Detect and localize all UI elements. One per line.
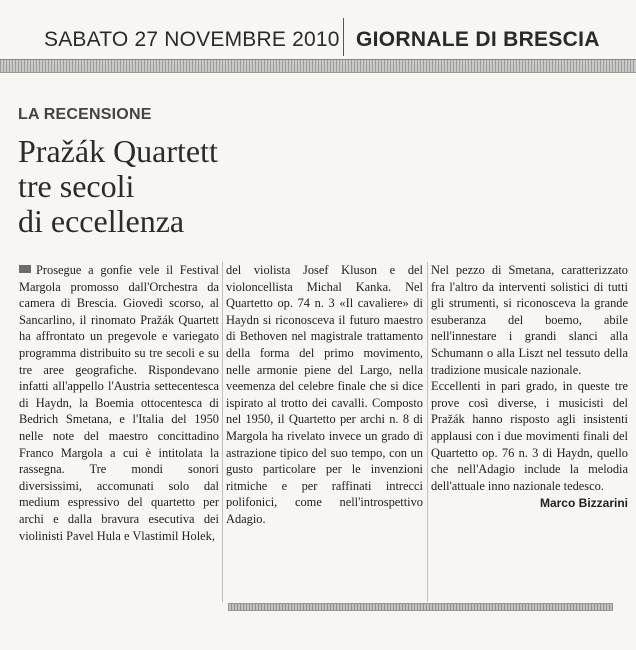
headline-line: Pražák Quartett bbox=[18, 133, 218, 169]
article-bottom-rule bbox=[228, 603, 613, 611]
masthead-rule bbox=[0, 59, 636, 73]
masthead-paper-name: GIORNALE DI BRESCIA bbox=[356, 28, 600, 51]
headline-line: di eccellenza bbox=[18, 203, 185, 239]
masthead-divider bbox=[343, 18, 344, 56]
column-1-text: Prosegue a gonfie vele il Festival Margola promosso dall'Orchestra da camera di Brescia. Giovedì scorso, al Sancarlino, il rinomato Pražák Quartett ha affrontato un pregevole e variegato programma distribuito su tre secoli e su tre aree geografiche. Rispondevano infatti all'appello l'Austria settecentesca di Haydn, la Boemia ottocentesca di Bedrich Smetana, e l'Italia del 1950 nelle note del maestro concittadino Franco Margola a cui è intitolata la rassegna. Tre mondi sonori diversissimi, accomunati solo dal medium espressivo del quartetto per archi e dalla bravura esecutiva dei violinisti Pavel Hula e Vlastimil Holek, bbox=[19, 263, 219, 543]
article-column-3 bbox=[431, 262, 628, 512]
masthead bbox=[0, 0, 636, 56]
article-byline: Marco Bizzarini bbox=[539, 496, 628, 511]
lead-marker-icon bbox=[19, 265, 31, 273]
headline-line: tre secoli bbox=[18, 168, 135, 204]
article-kicker: LA RECENSIONE bbox=[18, 106, 152, 123]
article-column-1 bbox=[19, 262, 219, 544]
article-headline bbox=[18, 134, 248, 239]
column-3-paragraph-1: Nel pezzo di Smetana, caratterizzato fra l'altro da interventi solistici di tutti gli strumenti, si riconosceva la grande esuberanza del boemo, abile nell'innestare i grandi slanci alla Schumann o alla Liszt nel tessuto della tradizione musicale nazionale. bbox=[431, 263, 628, 377]
column-3-paragraph-2: Eccellenti in pari grado, in queste tre prove così diverse, i musicisti del Pražák hanno risposto agli insistenti applausi con i due movimenti finali del Quartetto op. 76 n. 3 di Haydn, quello che nell'Adagio include la melodia dell'attuale inno nazionale tedesco. bbox=[431, 379, 628, 493]
column-divider bbox=[222, 262, 223, 602]
masthead-date: SABATO 27 NOVEMBRE 2010 bbox=[44, 28, 340, 51]
article-column-2 bbox=[226, 262, 423, 528]
column-2-text: del violista Josef Kluson e del violoncellista Michal Kanka. Nel Quartetto op. 74 n. 3 «Il cavaliere» di Haydn si riconosceva il futuro maestro di Bethoven nel magistrale trattamento della forma del primo movimento, nelle armonie piene del Largo, nella veemenza del celebre finale che si dice ispirato al trotto dei cavalli. Composto nel 1950, il Quartetto per archi n. 8 di Margola ha rivelato invece un grado di astrazione tipico del suo tempo, con un gusto particolare per le invenzioni ritmiche e per raffinati intrecci polifonici, come nell'introspettivo Adagio. bbox=[226, 263, 423, 526]
column-divider bbox=[427, 262, 428, 602]
